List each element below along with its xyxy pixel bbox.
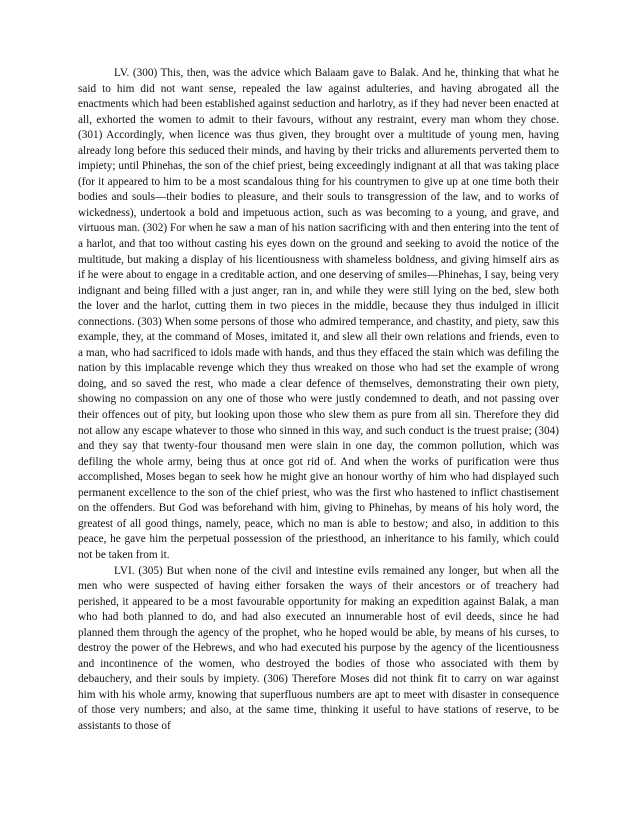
paragraph-lv: LV. (300) This, then, was the advice which Balaam gave to Balak. And he, thinking that what he said to him did not want sense, repealed the law against adulteries, and having abrogated all the enactments which had been established against seduction and harlotry, as if they had never been enacted at all, exhorted the women to admit to their favours, without any restraint, every man whom they chose. (301) Accordingly, when licence was thus given, they brought over a multitude of young men, having already long before this seduced their minds, and having by their tricks and allurements perverted them to impiety; until Phinehas, the son of the chief priest, being exceedingly indignant at all that was taking place (for it appeared to him to be a most scandalous thing for his countrymen to give up at one time both their bodies and souls—their bodies to pleasure, and their souls to transgression of the law, and to works of wickedness), undertook a bold and impetuous action, such as was becoming to a young, and grave, and virtuous man. (302) For when he saw a man of his nation sacrificing with and then entering into the tent of a harlot, and that too without casting his eyes down on the ground and seeking to avoid the notice of the multitude, but making a display of his licentiousness with shameless boldness, and giving himself airs as if he were about to engage in a creditable action, and one deserving of smiles—Phinehas, I say, being very indignant and being filled with a just anger, ran in, and while they were still lying on the bed, slew both the lover and the harlot, cutting them in two pieces in the middle, because they thus indulged in illicit connections. (303) When some persons of those who admired temperance, and chastity, and piety, saw this example, they, at the command of Moses, imitated it, and slew all their own relations and friends, even to a man, who had sacrificed to idols made with hands, and thus they effaced the stain which was defiling the nation by this implacable revenge which they thus wreaked on those who had set the example of wrong doing, and so saved the rest, who made a clear defence of themselves, demonstrating their own piety, showing no compassion on any one of those who were justly condemned to death, and not passing over their offences out of pity, but looking upon those who slew them as pure from all sin. Therefore they did not allow any escape whatever to those who sinned in this way, and such conduct is the truest praise; (304) and they say that twenty-four thousand men were slain in one day, the common pollution, which was defiling the whole army, being thus at once got rid of. And when the works of purification were thus accomplished, Moses began to seek how he might give an honour worthy of him who had displayed such permanent excellence to the son of the chief priest, who was the first who hastened to inflict chastisement on the offenders. But God was beforehand with him, giving to Phinehas, by means of his holy word, the greatest of all good things, namely, peace, which no man is able to bestow; and also, in addition to this peace, he gave him the perpetual possession of the priesthood, an inheritance to his family, which could not be taken from it. xyxy=(78,67,559,561)
document-page xyxy=(78,66,559,735)
paragraph-lvi: LVI. (305) But when none of the civil and intestine evils remained any longer, but when all the men who were suspected of having either forsaken the ways of their ancestors or of treachery had perished, it appeared to be a most favourable opportunity for making an expedition against Balak, a man who had both planned to do, and had also executed an innumerable host of evil deeds, since he had planned them through the agency of the prophet, who he hoped would be able, by means of his curses, to destroy the power of the Hebrews, and who had executed his purpose by the agency of the licentiousness and incontinence of the women, who destroyed the bodies of those who associated with them by debauchery, and their souls by impiety. (306) Therefore Moses did not think fit to carry on war against him with his whole army, knowing that superfluous numbers are apt to meet with disaster in consequence of those very numbers; and also, at the same time, thinking it useful to have stations of reserve, to be assistants to those of xyxy=(78,564,559,732)
